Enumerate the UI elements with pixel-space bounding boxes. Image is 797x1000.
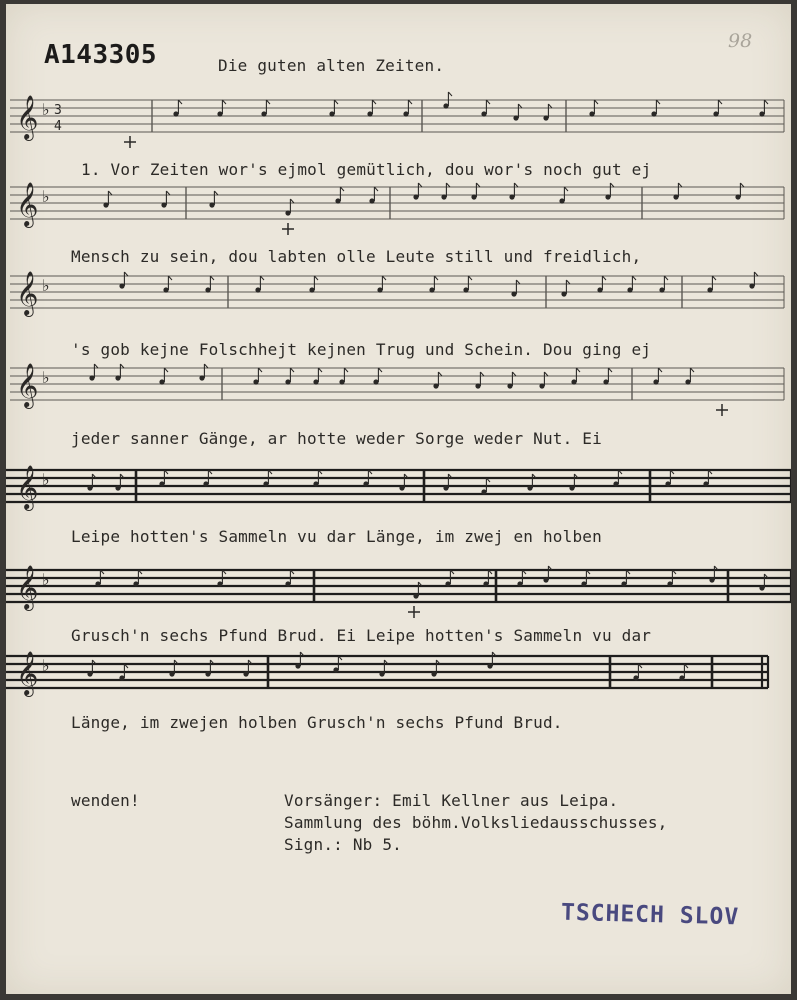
flat-icon: ♭ xyxy=(42,100,50,119)
note-head xyxy=(633,675,638,680)
note-head xyxy=(627,287,632,292)
archive-stamp: TSCHECH SLOV xyxy=(560,899,740,931)
note-head xyxy=(87,671,92,676)
note-head xyxy=(665,481,670,486)
note-head xyxy=(103,202,108,207)
note-head xyxy=(651,111,656,116)
music-staves xyxy=(6,4,791,994)
note-head xyxy=(597,287,602,292)
note-head xyxy=(403,111,408,116)
staff-1 xyxy=(10,92,784,148)
staff-3 xyxy=(10,271,784,317)
note-head xyxy=(329,111,334,116)
note-head xyxy=(159,481,164,486)
pencil-page-number: 98 xyxy=(728,30,753,52)
note-head xyxy=(377,287,382,292)
treble-clef-icon: 𝄞 xyxy=(16,465,39,509)
note-head xyxy=(255,287,260,292)
note-head xyxy=(507,383,512,388)
turn-page-note: wenden! xyxy=(71,791,140,810)
note-head xyxy=(679,675,684,680)
note-head xyxy=(295,663,300,668)
note-head xyxy=(285,379,290,384)
note-head xyxy=(87,485,92,490)
note-head xyxy=(363,481,368,486)
note-head xyxy=(217,581,222,586)
note-head xyxy=(367,111,372,116)
note-head xyxy=(621,581,626,586)
note-head xyxy=(613,481,618,486)
note-head xyxy=(475,383,480,388)
note-head xyxy=(379,671,384,676)
flat-icon: ♭ xyxy=(42,187,50,206)
note-head xyxy=(253,379,258,384)
note-head xyxy=(133,581,138,586)
source-line-2: Sammlung des böhm.Volksliedausschusses, xyxy=(284,813,668,832)
note-head xyxy=(369,198,374,203)
note-head xyxy=(217,111,222,116)
staff-5 xyxy=(6,465,791,511)
flat-icon: ♭ xyxy=(42,470,50,489)
note-head xyxy=(673,194,678,199)
note-head xyxy=(581,581,586,586)
note-head xyxy=(115,375,120,380)
note-head xyxy=(605,194,610,199)
note-head xyxy=(119,283,124,288)
staves-layer xyxy=(6,92,791,697)
staff-7 xyxy=(6,651,768,697)
note-head xyxy=(263,481,268,486)
note-head xyxy=(603,379,608,384)
staff-6 xyxy=(6,565,791,618)
treble-clef-icon: 𝄞 xyxy=(16,565,39,609)
note-head xyxy=(735,194,740,199)
note-head xyxy=(95,581,100,586)
lyric-line-1: 1. Vor Zeiten wor's ejmol gemütlich, dou wor's noch gut ej xyxy=(81,160,652,179)
note-head xyxy=(483,581,488,586)
lyric-line-7: Länge, im zwejen holben Grusch'n sechs Pfund Brud. xyxy=(71,713,563,732)
lyric-line-5: Leipe hotten's Sammeln vu dar Länge, im zwej en holben xyxy=(71,527,602,546)
note-head xyxy=(707,287,712,292)
catalog-number: A143305 xyxy=(44,40,158,70)
note-head xyxy=(243,671,248,676)
note-head xyxy=(685,379,690,384)
note-head xyxy=(569,485,574,490)
note-head xyxy=(517,581,522,586)
note-head xyxy=(433,383,438,388)
note-head xyxy=(333,667,338,672)
note-head xyxy=(285,210,290,215)
note-head xyxy=(429,287,434,292)
note-head xyxy=(209,202,214,207)
note-head xyxy=(203,481,208,486)
time-signature-top: 3 xyxy=(54,103,62,118)
note-head xyxy=(285,581,290,586)
treble-clef-icon: 𝄞 xyxy=(16,651,39,695)
note-head xyxy=(173,111,178,116)
flat-icon: ♭ xyxy=(42,368,50,387)
note-head xyxy=(339,379,344,384)
note-head xyxy=(119,675,124,680)
treble-clef-icon: 𝄞 xyxy=(16,363,39,407)
note-head xyxy=(511,291,516,296)
note-head xyxy=(313,379,318,384)
note-head xyxy=(159,379,164,384)
lyric-line-2: Mensch zu sein, dou labten olle Leute still und freidlich, xyxy=(71,247,642,266)
source-line-3: Sign.: Nb 5. xyxy=(284,835,402,854)
lyric-line-6: Grusch'n sechs Pfund Brud. Ei Leipe hotten's Sammeln vu dar xyxy=(71,626,652,645)
note-head xyxy=(199,375,204,380)
note-head xyxy=(115,485,120,490)
note-head xyxy=(539,383,544,388)
note-head xyxy=(487,663,492,668)
flat-icon: ♭ xyxy=(42,570,50,589)
song-title: Die guten alten Zeiten. xyxy=(218,56,445,75)
note-head xyxy=(161,202,166,207)
note-head xyxy=(543,577,548,582)
note-head xyxy=(667,581,672,586)
note-head xyxy=(163,287,168,292)
note-head xyxy=(659,287,664,292)
note-head xyxy=(313,481,318,486)
note-head xyxy=(759,585,764,590)
flat-icon: ♭ xyxy=(42,656,50,675)
treble-clef-icon: 𝄞 xyxy=(16,95,39,139)
note-head xyxy=(169,671,174,676)
note-head xyxy=(443,103,448,108)
note-head xyxy=(571,379,576,384)
note-head xyxy=(335,198,340,203)
note-head xyxy=(413,194,418,199)
note-head xyxy=(559,198,564,203)
note-head xyxy=(431,671,436,676)
note-head xyxy=(441,194,446,199)
treble-clef-icon: 𝄞 xyxy=(16,271,39,315)
note-head xyxy=(205,287,210,292)
note-head xyxy=(749,283,754,288)
archive-page xyxy=(6,4,791,994)
lyric-line-3: 's gob kejne Folschhejt kejnen Trug und Schein. Dou ging ej xyxy=(71,340,652,359)
note-head xyxy=(713,111,718,116)
treble-clef-icon: 𝄞 xyxy=(16,182,39,226)
note-head xyxy=(89,375,94,380)
staff-2 xyxy=(10,182,784,235)
note-head xyxy=(309,287,314,292)
flat-icon: ♭ xyxy=(42,276,50,295)
note-head xyxy=(589,111,594,116)
note-head xyxy=(399,485,404,490)
note-head xyxy=(481,111,486,116)
note-head xyxy=(261,111,266,116)
note-head xyxy=(703,481,708,486)
note-head xyxy=(205,671,210,676)
note-head xyxy=(443,485,448,490)
lyric-line-4: jeder sanner Gänge, ar hotte weder Sorge weder Nut. Ei xyxy=(71,429,602,448)
note-head xyxy=(471,194,476,199)
note-head xyxy=(509,194,514,199)
note-head xyxy=(527,485,532,490)
note-head xyxy=(445,581,450,586)
note-head xyxy=(481,489,486,494)
note-head xyxy=(561,291,566,296)
time-signature-bottom: 4 xyxy=(54,119,62,134)
note-head xyxy=(709,577,714,582)
note-head xyxy=(513,115,518,120)
note-head xyxy=(543,115,548,120)
note-head xyxy=(759,111,764,116)
source-line-1: Vorsänger: Emil Kellner aus Leipa. xyxy=(284,791,619,810)
note-head xyxy=(463,287,468,292)
note-head xyxy=(373,379,378,384)
staff-4 xyxy=(10,363,784,416)
note-head xyxy=(413,593,418,598)
note-head xyxy=(653,379,658,384)
